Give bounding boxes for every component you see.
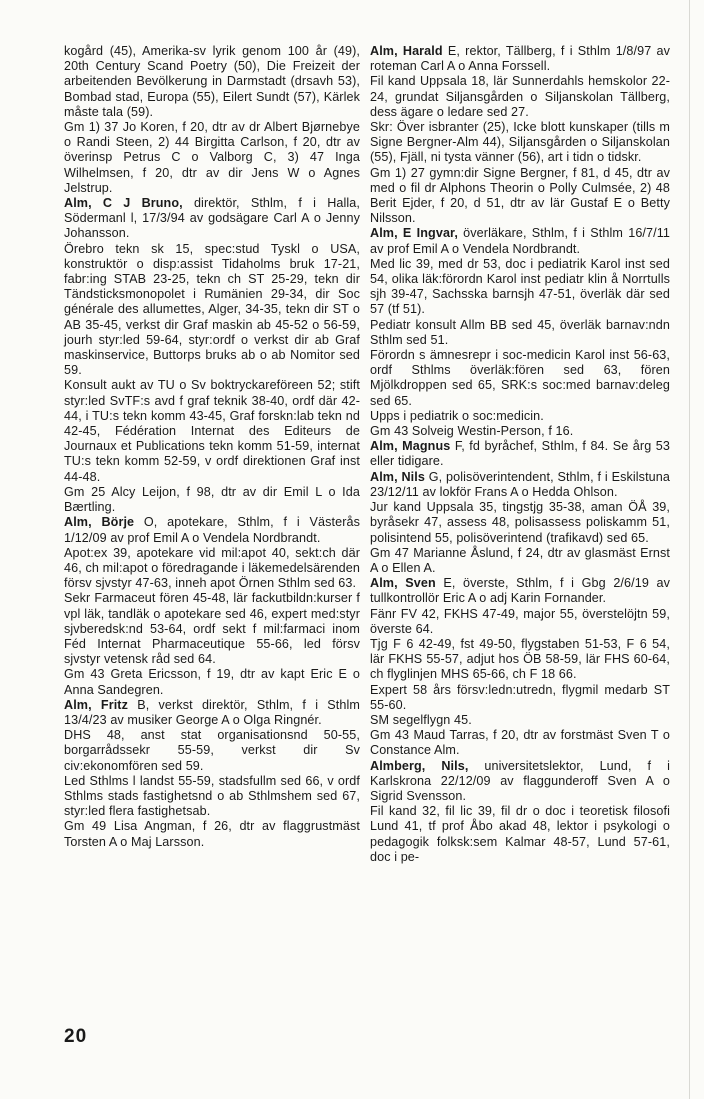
entry-name: Alm, Harald [370, 44, 443, 58]
right-column [370, 44, 670, 865]
entry-text: Apot:ex 39, apotekare vid mil:apot 40, sekt:ch där 46, ch mil:apot o föredragande i läkemedelsärenden försv sjvstyr 47-63, inneh apot Örnen Sthlm sed 63. [64, 545, 360, 591]
biography-entry-heading-paragraph [64, 196, 360, 242]
left-column [64, 44, 360, 850]
biography-paragraph [370, 166, 670, 227]
entry-text: Tjg F 6 42-49, fst 49-50, flygstaben 51-53, F 6 54, lär FKHS 55-57, adjut hos ÖB 58-59, lär FHS 60-64, ch flyglinjen MHS 65-66, ch F 18 66. [370, 636, 670, 682]
biography-paragraph [64, 774, 360, 820]
entry-text: F, fd byråchef, Sthlm, f 84. Se årg 53 eller tidigare. [370, 439, 670, 469]
biography-paragraph [64, 485, 360, 515]
biography-paragraph [370, 607, 670, 637]
entry-text: E, överste, Sthlm, f i Gbg 2/6/19 av tullkontrollör Eric A o adj Karin Fornander. [370, 576, 670, 606]
biography-paragraph [64, 667, 360, 697]
entry-text: Gm 47 Marianne Åslund, f 24, dtr av glasmäst Ernst A o Ellen A. [370, 545, 670, 575]
entry-text: Sekr Farmaceut fören 45-48, lär fackutbildn:kurser f vpl läk, tandläk o apotekare sed 46, expert med:styr sjvberedsk:nd 53-64, ordf sekt f mil:farmaci inom Féd Internat Pharmaceutique 55-66, led försv sjvstyr vetensk råd sed 64. [64, 591, 360, 667]
entry-text: Pediatr konsult Allm BB sed 45, överläk barnav:ndn Sthlm sed 51. [370, 317, 670, 347]
entry-text: Skr: Över isbranter (25), Icke blott kunskaper (tills m Signe Bergner-Alm 44), Siljansgården o Siljanskolan (55), Fjäll, ni tysta vänner (56), art i tidn o tidskr. [370, 120, 670, 165]
entry-text: B, verkst direktör, Sthlm, f i Sthlm 13/4/23 av musiker George A o Olga Ringnér. [64, 697, 361, 727]
entry-text: Fil kand 32, fil lic 39, fil dr o doc i teoretisk filosofi Lund 41, tf prof Åbo akad 48, lektor i psykologi o pedagogik folksk:sem Kalmar 48-57, Lund 57-61, doc i pe- [370, 804, 670, 864]
page-edge-shadow [689, 0, 690, 1099]
biography-paragraph [370, 120, 670, 166]
entry-text: Gm 1) 37 Jo Koren, f 20, dtr av dr Albert Bjørnebye o Randi Steen, 2) 44 Birgitta Carlson, f 20, dtr av överinsp Petrus C o Valborg C, 3) 47 Inga Wilhelmsen, f 20, dtr av dir Jens W o Agnes Jelstrup. [64, 120, 360, 195]
biography-entry-heading-paragraph [64, 515, 360, 545]
biography-paragraph [370, 637, 670, 683]
entry-name: Almberg, Nils, [370, 758, 469, 773]
biography-paragraph [370, 713, 670, 728]
biography-entry-heading-paragraph [370, 44, 670, 74]
entry-text: SM segelflygn 45. [370, 712, 472, 727]
biography-paragraph [370, 804, 670, 865]
entry-text: Konsult aukt av TU o Sv boktryckareföreen 52; stift styr:led SvTF:s avd f graf teknik 38-40, ordf där 42-44, i TU:s tekn komm 43-45, Graf forskn:lab tekn nd 42-45, Fédération Internat des Editeurs de Journaux et Publications tekn komm 51-59, internat TU:s tekn komm 52-59, v ordf direktionen Graf inst 44-48. [64, 378, 360, 484]
biography-entry-heading-paragraph [370, 576, 670, 606]
biography-paragraph [64, 120, 360, 196]
biography-paragraph [370, 728, 670, 758]
biography-paragraph [370, 409, 670, 424]
biography-entry-heading-paragraph [64, 698, 360, 728]
entry-text: Upps i pediatrik o soc:medicin. [370, 408, 544, 423]
biography-paragraph [64, 44, 360, 120]
entry-name: Alm, Sven [370, 576, 436, 591]
entry-text: Gm 43 Solveig Westin-Person, f 16. [370, 424, 574, 439]
entry-text: Gm 1) 27 gymn:dir Signe Bergner, f 81, d 45, dtr av med o fil dr Alphons Theorin o Polly Culmsée, 2) 48 Berit Ejder, f 20, d 51, dtr av lär Gustaf E o Betty Nilsson. [370, 165, 670, 226]
entry-text: O, apotekare, Sthlm, f i Västerås 1/12/09 av prof Emil A o Vendela Nordbrandt. [64, 515, 361, 545]
biography-paragraph [64, 591, 360, 667]
biography-paragraph [64, 546, 360, 592]
entry-text: Gm 49 Lisa Angman, f 26, dtr av flaggrustmäst Torsten A o Maj Larsson. [64, 819, 360, 849]
entry-name: Alm, Magnus [370, 439, 451, 454]
entry-text: Gm 25 Alcy Leijon, f 98, dtr av dir Emil L o Ida Bærtling. [64, 484, 360, 515]
entry-text: kogård (45), Amerika-sv lyrik genom 100 år (49), 20th Century Scand Poetry (50), Die Freizeit der arbeitenden Bevölkerung in Darmstadt (drsavh 53), Bombad stad, Europa (55), Eilert Sundt (57), Kärlek måste tala (59). [64, 44, 360, 119]
entry-text: Gm 43 Greta Ericsson, f 19, dtr av kapt Eric E o Anna Sandegren. [64, 667, 360, 697]
biography-paragraph [64, 819, 360, 849]
biography-paragraph [370, 500, 670, 546]
entry-text: direktör, Sthlm, f i Halla, Södermanl l, 17/3/94 av godsägare Carl A o Jenny Johansson. [64, 196, 360, 241]
entry-name: Alm, C J Bruno, [64, 196, 183, 211]
entry-text: Förordn s ämnesrepr i soc-medicin Karol inst 56-63, ordf Sthlms överläk:fören sed 63, fören Mjölkdroppen sed 65, SRK:s soc:med barnav:deleg sed 65. [370, 348, 670, 408]
entry-text: Expert 58 års försv:ledn:utredn, flygmil medarb ST 55-60. [370, 682, 670, 712]
entry-text: Gm 43 Maud Tarras, f 20, dtr av forstmäst Sven T o Constance Alm. [370, 728, 670, 758]
entry-text: Jur kand Uppsala 35, tingstjg 35-38, aman ÖÅ 39, byråsekr 47, assess 48, polisassess poliskamm 51, polisintend 55, polisöverintend (trafikavd) sed 65. [370, 500, 670, 545]
biography-paragraph [64, 242, 360, 379]
entry-text: E, rektor, Tällberg, f i Sthlm 1/8/97 av roteman Carl A o Anna Forssell. [370, 44, 670, 74]
entry-text: Med lic 39, med dr 53, doc i pediatrik Karol inst sed 54, olika läk:förordn Karol inst pediatr klin å Norrtulls sjh 39-47, Sachsska barnsjh 47-51, överläk där sed 57 (tf 51). [370, 256, 670, 317]
biography-paragraph [370, 546, 670, 576]
page-number: 20 [64, 1026, 88, 1047]
entry-text: Örebro tekn sk 15, spec:stud Tyskl o USA, konstruktör o disp:assist Tidaholms bruk 17-21, fabr:ing STAB 23-25, tekn ch ST 25-29, tekn dir Tändsticksmonopolet i Rumänien 29-34, dir Soc générale des allumettes, Alger, 34-35, tekn dir ST o AB 35-45, verkst dir Graf maskin ab 45-52 o 56-59, jourh styr:led 59-64, styr:ordf o verkst dir ab Graf maskinservice, Buttorps bruks ab o ab Nomitor sed 59. [64, 241, 360, 378]
biography-paragraph [64, 378, 360, 484]
biography-paragraph [370, 318, 670, 348]
entry-name: Alm, E Ingvar, [370, 226, 458, 241]
biography-entry-heading-paragraph [370, 470, 670, 500]
biography-paragraph [370, 257, 670, 318]
biography-paragraph [370, 348, 670, 409]
entry-text: Led Sthlms l landst 55-59, stadsfullm sed 66, v ordf Sthlms stads fastighetsnd o ab Sthlmshem sed 67, styr:led flera fastighetsab. [64, 773, 360, 819]
entry-text: Fil kand Uppsala 18, lär Sunnerdahls hemskolor 22-24, grundat Siljansgården o Siljanskolan Tällberg, dess ägare o ledare sed 27. [370, 74, 670, 119]
biography-paragraph [370, 424, 670, 439]
entry-name: Alm, Börje [64, 515, 135, 530]
entry-name: Alm, Nils [370, 469, 425, 484]
biography-paragraph [370, 74, 670, 120]
biography-entry-heading-paragraph [370, 439, 670, 469]
biography-entry-heading-paragraph [370, 226, 670, 256]
entry-text: universitetslektor, Lund, f i Karlskrona 22/12/09 av flaggunderoff Sven A o Sigrid Svensson. [370, 758, 671, 803]
entry-name: Alm, Fritz [64, 697, 128, 712]
entry-text: överläkare, Sthlm, f i Sthlm 16/7/11 av prof Emil A o Vendela Nordbrandt. [370, 226, 670, 256]
entry-text: G, polisöverintendent, Sthlm, f i Eskilstuna 23/12/11 av lokför Frans A o Hedda Ohlson. [370, 469, 670, 499]
entry-text: Fänr FV 42, FKHS 47-49, major 55, överstelöjtn 59, överste 64. [370, 606, 670, 636]
biography-paragraph [64, 728, 360, 774]
entry-text: DHS 48, anst stat organisationsnd 50-55, borgarrådssekr 55-59, verkst dir Sv civ:ekonomfören sed 59. [64, 728, 360, 773]
biography-entry-heading-paragraph [370, 759, 670, 805]
biography-paragraph [370, 683, 670, 713]
